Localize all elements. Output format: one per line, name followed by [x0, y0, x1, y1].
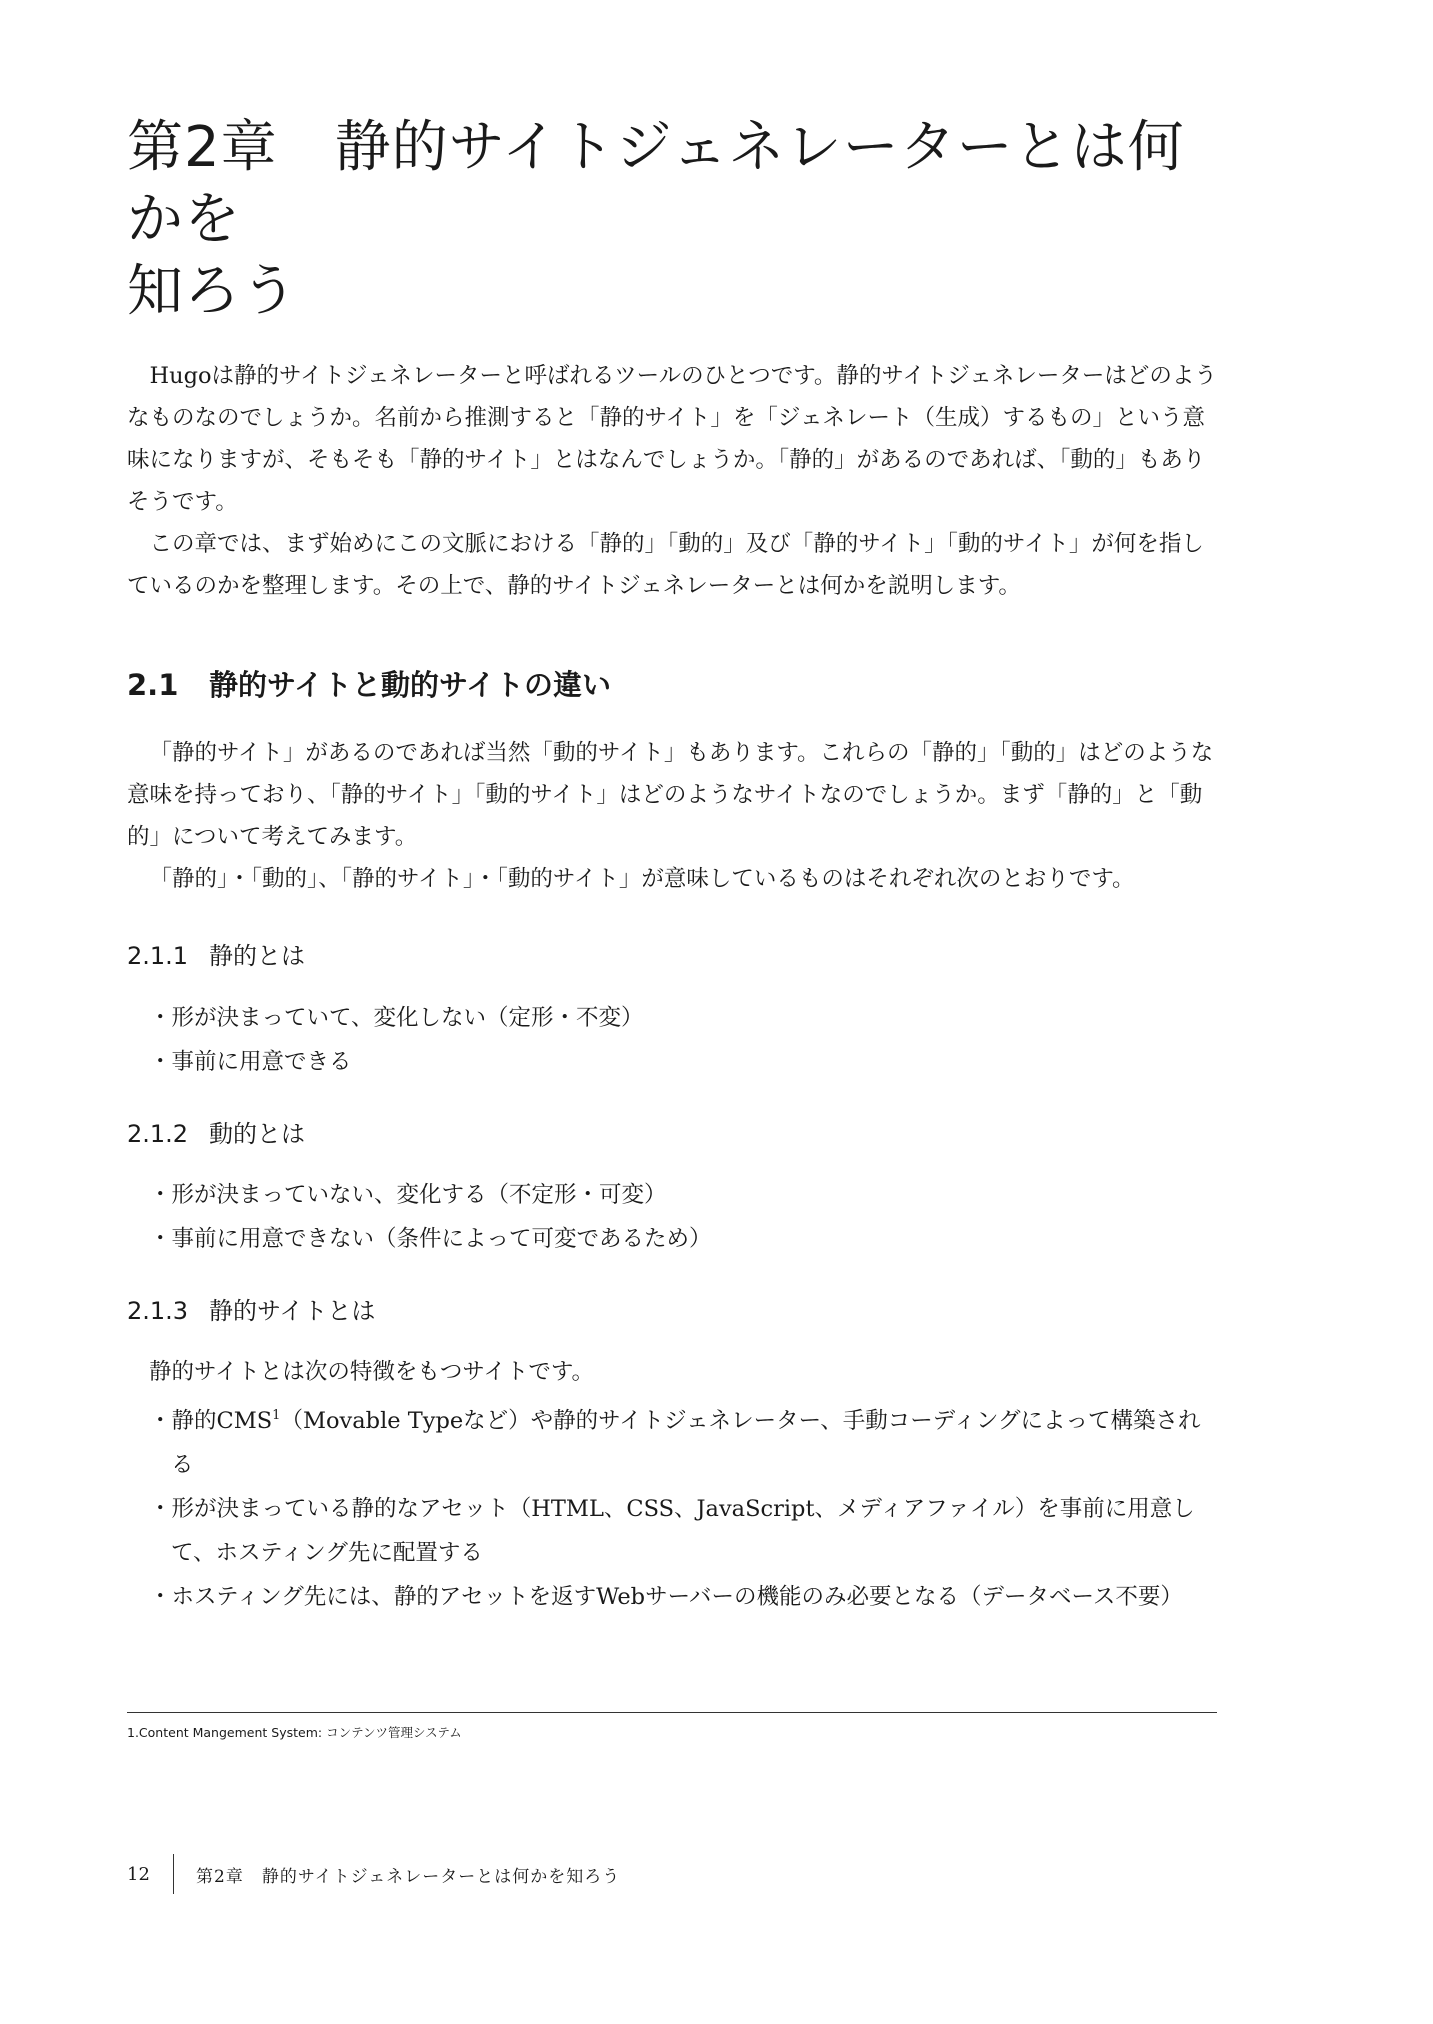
- section-number: 2.1: [127, 668, 179, 702]
- intro-paragraph-2: この章では、まず始めにこの文脈における「静的」「動的」及び「静的サイト」「動的サイト」が何を指しているのかを整理します。その上で、静的サイトジェネレーターとは何かを説明します。: [127, 531, 1204, 599]
- static-definition-list: [149, 996, 1217, 1084]
- intro-section: [127, 355, 1217, 607]
- intro-paragraph-1: Hugoは静的サイトジェネレーターと呼ばれるツールのひとつです。静的サイトジェネレーターはどのようなものなのでしょうか。名前から推測すると「静的サイト」を「ジェネレート（生成）するもの」という意味になりますが、そもそも「静的サイト」とはなんでしょうか。「静的」があるのであれば、「動的」もありそうです。: [127, 363, 1217, 515]
- footnote-reference[interactable]: 1: [272, 1408, 281, 1423]
- list-item: ・形が決まっていて、変化しない（定形・不変）: [149, 1005, 644, 1031]
- section-title: 静的サイトと動的サイトの違い: [209, 668, 611, 702]
- subsection-number: 2.1.2: [127, 1120, 189, 1148]
- list-item: ・ホスティング先には、静的アセットを返すWebサーバーの機能のみ必要となる（データベース不要）: [149, 1584, 1183, 1610]
- footnote-divider: [127, 1712, 1217, 1713]
- subsection-heading-2-1-3: [127, 1294, 375, 1328]
- static-site-feature-list: [149, 1394, 1217, 1619]
- list-item-text-a: ・静的CMS: [149, 1408, 273, 1434]
- section-2-1-body: [127, 732, 1217, 900]
- chapter-title-line-1: 第2章 静的サイトジェネレーターとは何かを: [127, 115, 1185, 252]
- static-site-lead: 静的サイトとは次の特徴をもつサイトです。: [149, 1359, 595, 1385]
- page-number: 12: [127, 1863, 150, 1885]
- footnote: 1.Content Mangement System: コンテンツ管理システム: [127, 1725, 462, 1740]
- dynamic-definition-list: [149, 1173, 1217, 1261]
- subsection-title: 動的とは: [209, 1120, 305, 1148]
- subsection-number: 2.1.3: [127, 1297, 189, 1325]
- subsection-heading-2-1-1: [127, 939, 305, 973]
- page-footer: [127, 1854, 620, 1894]
- footer-divider: [173, 1854, 174, 1894]
- list-item: ・形が決まっている静的なアセット（HTML、CSS、JavaScript、メディアファイル）を事前に用意して、ホスティング先に配置する: [149, 1496, 1195, 1566]
- section-heading-2-1: [127, 665, 611, 705]
- list-item: ・形が決まっていない、変化する（不定形・可変）: [149, 1182, 667, 1208]
- subsection-title: 静的とは: [209, 942, 305, 970]
- section-2-1-paragraph-1: 「静的サイト」があるのであれば当然「動的サイト」もあります。これらの「静的」「動的」はどのような意味を持っており、「静的サイト」「動的サイト」はどのようなサイトなのでしょうか。まず「静的」と「動的」について考えてみます。: [127, 740, 1214, 850]
- list-item: ・事前に用意できない（条件によって可変であるため）: [149, 1226, 712, 1252]
- subsection-number: 2.1.1: [127, 942, 189, 970]
- chapter-title: [127, 112, 1217, 328]
- list-item: [149, 1394, 1217, 1487]
- list-item-text-b: （Movable Typeなど）や静的サイトジェネレーター、手動コーディングによって構築される: [171, 1408, 1201, 1478]
- chapter-title-line-2: 知ろう: [127, 259, 298, 324]
- list-item: ・事前に用意できる: [149, 1049, 352, 1075]
- running-title: 第2章 静的サイトジェネレーターとは何かを知ろう: [196, 1866, 621, 1887]
- section-2-1-paragraph-2: 「静的」・「動的」、「静的サイト」・「動的サイト」が意味しているものはそれぞれ次のとおりです。: [149, 866, 1135, 892]
- subsection-title: 静的サイトとは: [209, 1297, 376, 1325]
- subsection-heading-2-1-2: [127, 1117, 305, 1151]
